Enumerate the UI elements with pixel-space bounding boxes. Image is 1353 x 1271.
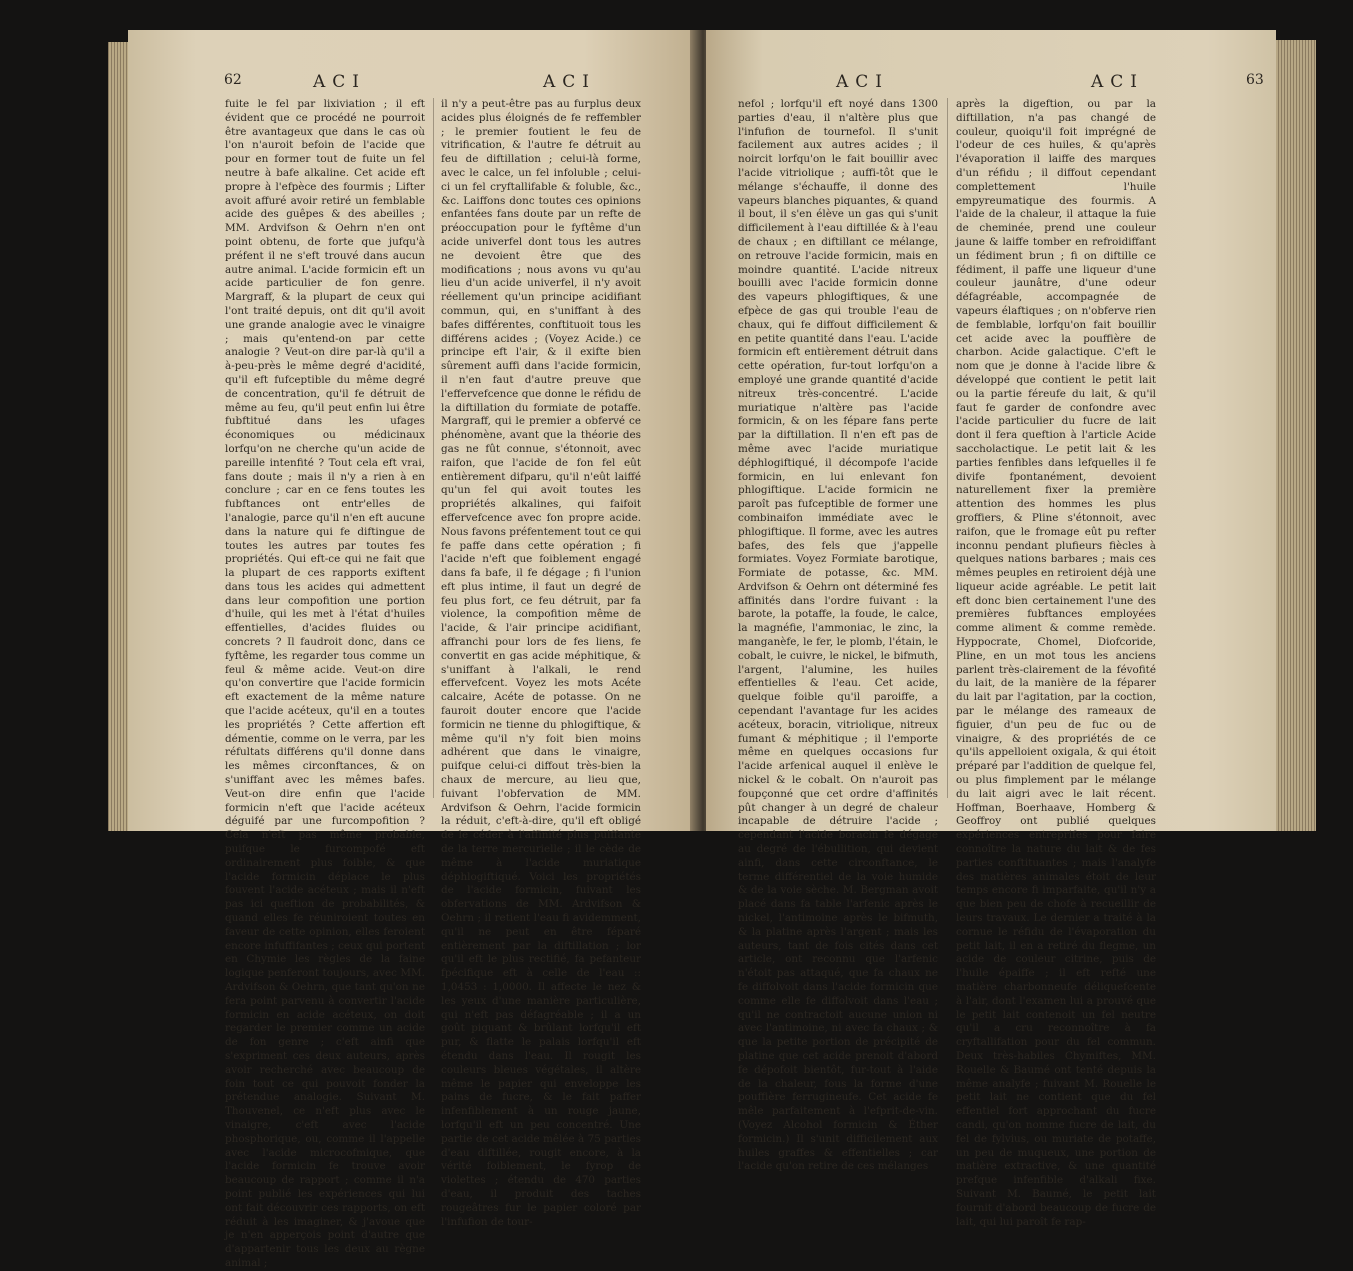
column-text: nefol ; lorfqu'il eft noyé dans 1300 parties d'eau, il n'altère plus que l'infufion de tournefol. Il s'unit facilement aux autres acides ; il noircit lorfqu'on le fait bouillir avec l'acide vitriolique ; auffi-tôt que le mélange s'échauffe, il donne des vapeurs blanches piquantes, & quand il bout, il s'en élève un gas qui s'unit difficilement à l'eau diftillée & à l'eau de chaux ; en diftillant ce mélange, on retrouve l'acide formicin, mais en moindre quantité. L'acide nitreux bouilli avec l'acide formicin donne des vapeurs phlogiftiques, & une efpèce de gas qui trouble l'eau de chaux, qui fe diffout difficilement & en petite quantité dans l'eau. L'acide formicin eft entièrement détruit dans cette opération, fur-tout lorfqu'on a employé une grande quantité d'acide nitreux très-concentré. L'acide muriatique n'altère pas l'acide formicin, & on les fépare fans perte par la diftillation. Il n'en eft pas de même avec l'acide muriatique déphlogiftiqué, il décompofe l'acide formicin, en lui enlevant fon phlogiftique. L'acide formicin ne paroît pas fufceptible de former une combinaifon immédiate avec le phlogiftique. Il forme, avec les autres bafes, des fels que j'appelle formiates. Voyez Formiate barotique, Formiate de potasse, &c. MM. Ardvifson & Oehrn ont déterminé fes affinités dans l'ordre fuivant : la barote, la potaffe, la foude, le calce, la magnéfie, l'ammoniac, le zinc, la manganèfe, le fer, le plomb, l'étain, le cobalt, le cuivre, le nickel, le bifmuth, l'argent, l'alumine, les huiles effentielles & l'eau. Cet acide, quelque foible qu'il paroiffe, a cependant l'avantage fur les acides acéteux, boracin, vitriolique, nitreux fumant & méphitique ; il l'emporte même en quelques occasions fur l'acide arfenical auquel il enlève le nickel & le cobalt. On n'auroit pas foupçonné que cet ordre d'affinités pût changer à un degré de chaleur incapable de détruire l'acide ; cependant l'acide boracin fe dégage au degré de l'ébullition, qui devient ainfi, dans cette circonftance, le terme différentiel de la voie humide & de la voie sèche. M. Bergman avoit placé dans fa table l'arfenic après le nickel, l'antimoine après le bifmuth, & la platine après l'argent ; mais les auteurs, tant de fois cités dans cet article, ont reconnu que l'arfenic n'étoit pas attaqué, que fa chaux ne fe diffolvoit dans l'acide formicin que comme elle fe diffolvoit dans l'eau ; qu'il ne contractoit aucune union ni avec l'antimoine, ni avec fa chaux ; & que la petite portion de précipité de platine que cet acide prenoit d'abord fe dépofoit bientôt, fur-tout à l'aide de la chaleur, fous la forme d'une pouffière ferrugineufe. Cet acide fe mêle parfaitement à l'efprit-de-vin. (Voyez Alcohol formicin & Éther formicin.) Il s'unit difficilement aux huiles graffes & effentielles ; car l'acide qu'on retire de ces mélanges [738, 98, 938, 1173]
running-head-left-col2: ACI [543, 72, 596, 92]
right-page-edges [1276, 40, 1316, 831]
running-head-right-col2: ACI [1091, 72, 1144, 92]
page-number-left: 62 [224, 72, 242, 88]
right-page-column-1 [738, 98, 938, 1173]
column-text: fuite le fel par lixiviation ; il eft évident que ce procédé ne pourroit être avantageux que dans le cas où l'on n'auroit befoin de l'acide que pour en former tout de fuite un fel neutre à bafe alkaline. Cet acide eft propre à l'efpèce des fourmis ; Lifter avoit affuré avoir retiré un femblable acide des guêpes & des abeilles ; MM. Ardvifson & Oehrn n'en ont point obtenu, de forte que jufqu'à préfent il ne s'eft trouvé dans aucun autre animal. L'acide formicin eft un acide particulier de fon genre. Margraff, & la plupart de ceux qui l'ont traité depuis, ont dit qu'il avoit une grande analogie avec le vinaigre ; mais qu'entend-on par cette analogie ? Veut-on dire par-là qu'il a à-peu-près le même degré d'acidité, qu'il eft fufceptible du même degré de concentration, qu'il fe détruit de même au feu, qu'il peut enfin lui être fubftitué dans les ufages économiques ou médicinaux lorfqu'on ne cherche qu'un acide de pareille intenfité ? Tout cela eft vrai, fans doute ; mais il n'y a rien à en conclure ; car en ce fens toutes les fubftances ont entr'elles de l'analogie, parce qu'il n'en eft aucune dans la nature qui fe diftingue de toutes les autres par toutes fes propriétés. Qui eft-ce qui ne fait que la plupart de ces rapports exiftent dans tous les acides qui admettent dans leur compofition une portion d'huile, qui les met à l'état d'huiles effentielles, d'acides fluides ou concrets ? Il faudroit donc, dans ce fyftême, les regarder tous comme un feul & même acide. Veut-on dire qu'on convertire que l'acide formicin eft exactement de la même nature que l'acide acéteux, qu'il en a toutes les propriétés ? Cette affertion eft démentie, comme on le verra, par les réfultats différens qu'il donne dans les mêmes circonftances, & on s'uniffant avec les mêmes bafes. Veut-on dire enfin que l'acide formicin n'eft que l'acide acéteux déguifé par une furcompofition ? Cela n'eft pas même probable, puifque le furcompofé eft ordinairement plus foible, & que l'acide formicin déplace le plus fouvent l'acide acéteux ; mais il n'eft pas ici queftion de probabilités, & quand elles fe réuniroient toutes en faveur de cette opinion, elles feroient encore infuffifantes ; ceux qui portent en Chymie les règles de la faine logique penferont toujours, avec MM. Ardvifson & Oehrn, que tant qu'on ne fera point parvenu à convertir l'acide formicin en acide acéteux, on doit regarder le premier comme un acide de fon genre ; c'eft ainfi que s'expriment ces deux auteurs, après avoir recherché avec beaucoup de foin tout ce qui pouvoit fonder la prétendue analogie. Suivant M. Thouvenel, ce n'eft plus avec le vinaigre, c'eft avec l'acide phosphorique, ou, comme il l'appelle avec l'acide microcofmique, que l'acide formicin fe trouve avoir beaucoup de rapport ; comme il n'a point publié les expériences qui lui ont fait découvrir ces rapports, on eft réduit à les imaginer, & j'avoue que je n'en apperçois point d'autre que d'appartenir tous les deux au règne animal ; [225, 98, 425, 1269]
left-page-column-2 [441, 98, 641, 1228]
left-page-column-1 [225, 98, 425, 1269]
running-head-right-col1: ACI [836, 72, 889, 92]
running-head-left-col1: ACI [313, 72, 366, 92]
column-divider [947, 98, 948, 798]
left-page-edges [108, 42, 130, 831]
right-page-column-2 [956, 98, 1156, 1228]
page-number-right: 63 [1246, 72, 1264, 88]
right-page [706, 30, 1276, 1228]
column-text: il n'y a peut-être pas au furplus deux acides plus éloignés de fe reffembler ; le premier foutient le feu de vitrification, & l'autre fe détruit au feu de diftillation ; celui-là forme, avec le calce, un fel infoluble ; celui-ci un fel cryftallifable & foluble, &c., &c. Laiffons donc toutes ces opinions enfantées fans doute par un refte de préoccupation pour le fyftême d'un acide univerfel dont tous les autres ne devoient être que des modifications ; nous avons vu qu'au lieu d'un acide univerfel, il n'y avoit réellement qu'un principe acidifiant commun, qui, en s'uniffant à des bafes différentes, conftituoit tous les différens acides ; (Voyez Acide.) ce principe eft l'air, & il exifte bien sûrement auffi dans l'acide formicin, il n'en faut d'autre preuve que l'effervefcence que donne le réfidu de la diftillation du formiate de potaffe. Margraff, qui le premier a obfervé ce phénomène, avant que la théorie des gas ne fût connue, s'étonnoit, avec raifon, que l'acide de fon fel eût entièrement difparu, qu'il n'eût laiffé qu'un fel qui avoit toutes les propriétés alkalines, qui faifoit effervefcence avec fon propre acide. Nous favons préfentement tout ce qui fe paffe dans cette opération ; fi l'acide n'eft que foiblement engagé dans fa bafe, il fe dégage ; fi l'union eft plus intime, il faut un degré de feu plus fort, ce feu détruit, par fa violence, la compofition même de l'acide, & l'air principe acidifiant, affranchi pour lors de fes liens, fe convertit en gas acide méphitique, & s'uniffant à l'alkali, le rend effervefcent. Voyez les mots Acéte calcaire, Acéte de potasse. On ne fauroit douter encore que l'acide formicin ne tienne du phlogiftique, & même qu'il n'y foit bien moins adhérent que dans le vinaigre, puifque celui-ci diffout très-bien la chaux de mercure, au lieu que, fuivant l'obfervation de MM. Ardvifson & Oehrn, l'acide formicin la réduit, c'eft-à-dire, qu'il eft obligé de le céder à l'affinité plus puiffante de la terre mercurielle ; il le cède de même à l'acide muriatique déphlogiftiqué. Voici les propriétés de l'acide formicin, fuivant les obfervations de MM. Ardvifson & Oehrn ; il retient l'eau fi avidemment, qu'il ne peut en être féparé entièrement par la diftillation ; lor qu'il eft le plus rectifié, fa pefanteur fpécifique eft à celle de l'eau :: 1,0453 : 1,0000. Il affecte le nez & les yeux d'une manière particulière, qui n'eft pas défagréable ; il a un goût piquant & brûlant lorfqu'il eft pur, & flatte le palais lorfqu'il eft étendu dans l'eau. Il rougit les couleurs bleues végétales, il altère même le papier qui enveloppe les pains de fucre, & le fait paffer infenfiblement à un rouge jaune, lorfqu'il eft un peu concentré. Une partie de cet acide mêlée à 75 parties d'eau diftillée, rougit encore, à la vérité foiblement, le fyrop de violettes ; étendu de 470 parties d'eau, il produit des taches rougeâtres fur le papier coloré par l'infufion de tour- [441, 98, 641, 1228]
column-text: après la digeftion, ou par la diftillation, n'a pas changé de couleur, quoiqu'il foit imprégné de l'odeur de ces huiles, & qu'après l'évaporation il laiffe des marques d'un réfidu ; il diffout cependant complettement l'huile empyreumatique des fourmis. A l'aide de la chaleur, il attaque la fuie de cheminée, prend une couleur jaune & laiffe tomber en refroidiffant un fédiment brun ; fi on diftille ce fédiment, il paffe une liqueur d'une couleur jaunâtre, d'une odeur défagréable, accompagnée de vapeurs élaftiques ; on n'obferve rien de femblable, lorfqu'on fait bouillir cet acide avec la pouffière de charbon. Acide galactique. C'eft le nom que je donne à l'acide libre & développé que contient le petit lait ou la partie féreufe du lait, & qu'il faut fe garder de confondre avec l'acide particulier du fucre de lait dont il fera queftion à l'article Acide saccholactique. Le petit lait & les parties fenfibles dans lefquelles il fe divife fpontanément, devoient naturellement fixer la première attention des hommes les plus groffiers, & Pline s'étonnoit, avec raifon, que le fromage eût pu refter inconnu pendant plufieurs fiècles à quelques nations barbares ; mais ces mêmes peuples en retiroient déjà une liqueur acide agréable. Le petit lait eft donc bien certainement l'une des premières fubftances employées comme aliment & comme remède. Hyppocrate, Chomel, Diofcoride, Pline, en un mot tous les anciens parlent très-clairement de la févofité du lait, de la manière de la féparer du lait par l'agitation, par la coction, par le mélange des rameaux de figuier, d'un peu de fuc ou de vinaigre, & des propriétés de ce qu'ils appelloient oxigala, & qui étoit préparé par l'addition de quelque fel, ou plus fimplement par le mélange du lait aigri avec le lait récent. Hoffman, Boerhaave, Homberg & Geoffroy ont publié quelques expériences entreprifes pour faire connoître la nature du lait & de fes parties conftituantes ; mais l'analyfe des matières animales étoit de leur temps encore fi imparfaite, qu'il n'y a que bien peu de chofe à recueillir de leurs travaux. Le dernier a traité à la cornue le réfidu de l'évaporation du petit lait, il en a retiré du flegme, un acide de couleur citrine, puis de l'huile épaiffe ; il eft refté une matière charbonneufe déliquefcente à l'air, dont l'examen lui a prouvé que le petit lait contenoit un fel neutre qu'il a cru reconnoître à fa cryftallifation pour du fel commun. Deux très-habiles Chymiftes, MM. Rouelle & Baumé ont tenté depuis la même analyfe ; fuivant M. Rouelle le petit lait ne contient que du fel effentiel fort approchant du fucre candi, qu'on nomme fucre de lait, du fel de fylvius, ou muriate de potaffe, un peu de muqueux, une portion de matière extractive, & une quantité prefque infenfible d'alkali fixe. Suivant M. Baumé, le petit lait fournit d'abord beaucoup de fucre de lait, qui lui paroît fe rap- [956, 98, 1156, 1228]
left-page [128, 30, 698, 1269]
column-divider [433, 98, 434, 798]
